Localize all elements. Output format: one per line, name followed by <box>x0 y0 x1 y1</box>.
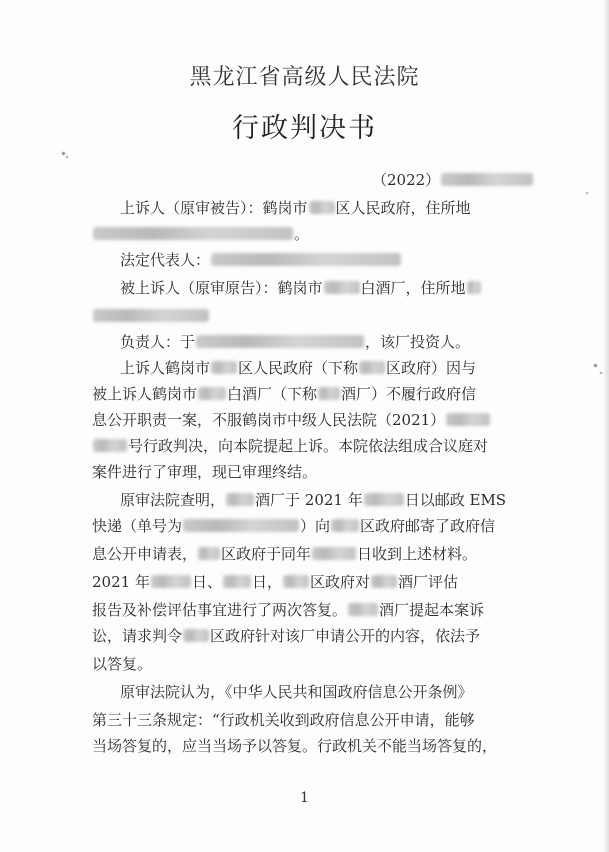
text-segment: 区政府）因与 <box>386 359 477 377</box>
text-line <box>120 198 471 218</box>
text-segment: 区人民政府，住所地 <box>335 199 471 217</box>
redaction <box>312 547 356 560</box>
scan-speck <box>600 372 602 374</box>
redaction <box>348 603 378 616</box>
redaction <box>183 629 209 642</box>
text-line <box>120 682 473 702</box>
text-segment: 日， <box>251 573 282 591</box>
redaction <box>183 519 299 532</box>
court-name: 黑龙江省高级人民法院 <box>189 65 420 90</box>
text-segment: 日收到上述材料。 <box>357 545 478 563</box>
text-segment: ）向 <box>300 517 331 535</box>
redaction <box>198 547 220 560</box>
text-line <box>92 384 476 404</box>
text-segment: 法定代表人： <box>120 251 211 269</box>
redaction <box>196 335 364 348</box>
redaction <box>211 361 237 374</box>
text-segment: 息公开职责一案，不服鹤岗市中级人民法院（2021） <box>92 411 446 429</box>
text-segment: 讼，请求判令 <box>92 627 183 645</box>
redaction <box>93 227 293 240</box>
redaction <box>467 281 481 294</box>
text-segment: ，该厂投资人。 <box>365 333 471 351</box>
text-segment: 白酒厂（下称 <box>227 385 318 403</box>
text-segment: 区人民政府（下称 <box>238 359 359 377</box>
text-line <box>120 490 506 510</box>
redaction <box>446 413 490 426</box>
redaction <box>309 201 335 214</box>
redaction <box>331 519 359 532</box>
text-line <box>92 654 152 674</box>
text-segment: 负责人：于 <box>120 333 196 351</box>
redaction <box>441 173 533 186</box>
redaction <box>223 575 251 588</box>
text-segment: 被上诉人鹤岗市 <box>92 385 198 403</box>
scan-speck <box>66 156 68 158</box>
text-segment: 区政府针对该厂申请公开的内容，依法予 <box>210 627 481 645</box>
text-line <box>92 544 477 564</box>
text-segment: 酒厂于 2021 年 <box>255 491 363 509</box>
text-segment: 上诉人鹤岗市 <box>120 359 211 377</box>
case-number-prefix: （2022） <box>372 171 441 189</box>
scan-speck <box>594 364 597 367</box>
redaction <box>359 361 385 374</box>
text-segment: 区政府于同年 <box>221 545 312 563</box>
redaction <box>324 281 360 294</box>
text-line <box>92 224 309 244</box>
text-segment: 上诉人（原审被告）：鹤岗市 <box>120 199 308 217</box>
text-line <box>92 516 495 536</box>
redaction <box>283 575 309 588</box>
redaction <box>364 493 404 506</box>
text-line <box>120 332 470 352</box>
text-segment: 。 <box>294 225 310 243</box>
redaction <box>93 309 209 322</box>
text-segment: 日、 <box>191 573 222 591</box>
text-segment: 息公开申请表， <box>92 545 198 563</box>
redaction <box>211 253 401 266</box>
text-segment: 第三十三条规定：“行政机关收到政府信息公开申请，能够 <box>92 711 475 729</box>
text-segment: 报告及补偿评估事宜进行了两次答复。 <box>92 601 348 619</box>
text-segment: 原审法院认为，《中华人民共和国政府信息公开条例》 <box>120 683 473 701</box>
scan-speck <box>62 152 65 155</box>
text-segment: 酒厂）不履行政府信 <box>341 385 477 403</box>
redaction <box>318 387 340 400</box>
text-segment: 2021 年 <box>92 573 150 591</box>
text-segment: 原审法院查明， <box>120 491 226 509</box>
text-line <box>120 278 482 298</box>
text-line <box>92 626 480 646</box>
text-segment: 号行政判决，向本院提起上诉。本院依法组成合议庭对 <box>128 437 489 455</box>
text-segment: 当场答复的，应当当场予以答复。行政机关不能当场答复的， <box>92 737 498 755</box>
text-segment: 区政府邮寄了政府信 <box>360 517 496 535</box>
redaction <box>93 439 127 452</box>
case-number <box>372 170 534 190</box>
text-segment: 案件进行了审理，现已审理终结。 <box>92 463 318 481</box>
text-line <box>92 462 317 482</box>
text-line <box>92 572 458 592</box>
scan-speck <box>586 192 588 194</box>
text-segment: 快递（单号为 <box>92 517 183 535</box>
page-number: 1 <box>300 790 309 806</box>
document-title: 行政判决书 <box>232 113 377 144</box>
text-segment: 酒厂提起本案诉 <box>379 601 485 619</box>
text-segment: 被上诉人（原审原告）：鹤岗市 <box>120 279 323 297</box>
text-segment: 日以邮政 EMS <box>404 491 507 509</box>
text-line <box>92 410 491 430</box>
redaction <box>371 575 397 588</box>
text-segment: 白酒厂，住所地 <box>360 279 466 297</box>
redaction <box>198 387 226 400</box>
text-segment: 以答复。 <box>92 655 153 673</box>
redaction <box>226 493 254 506</box>
text-segment: 区政府对 <box>309 573 370 591</box>
redaction <box>151 575 191 588</box>
text-line <box>92 600 484 620</box>
text-line <box>120 358 476 378</box>
text-line <box>92 306 210 326</box>
text-line <box>92 736 497 756</box>
text-line <box>92 710 475 730</box>
text-line <box>120 250 402 270</box>
text-segment: 酒厂评估 <box>398 573 459 591</box>
text-line <box>92 436 488 456</box>
